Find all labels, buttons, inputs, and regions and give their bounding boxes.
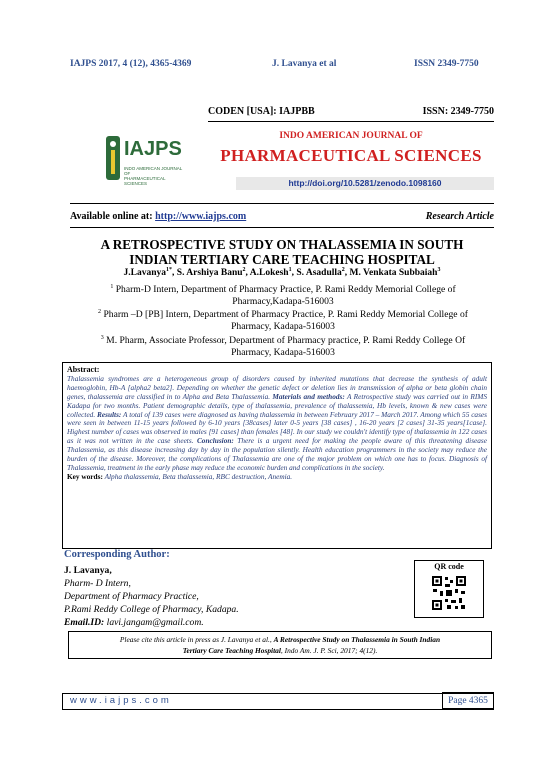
availability-rule-bottom — [70, 227, 494, 228]
journal-name-line1: INDO AMERICAN JOURNAL OF — [279, 131, 423, 141]
results-label: Results: — [97, 409, 122, 419]
corresponding-name: J. Lavanya, — [64, 565, 112, 576]
footer-url[interactable]: www.iajps.com — [70, 695, 172, 706]
availability-rule-top — [70, 203, 494, 204]
methods-label: Materials and methods: — [272, 391, 345, 401]
running-header-left: IAJPS 2017, 4 (12), 4365-4369 — [70, 59, 192, 69]
affiliation-2: $^2$ Pharm –D [PB] Intern, Department of Pharmacy Practice, P. Rami Reddy Memorial College of Pharmacy, Kadapa-516003 — [98, 309, 468, 332]
running-header-center: J. Lavanya et al — [272, 59, 337, 69]
logo-subtext: INDO AMERICAN JOURNAL OF PHARMACEUTICAL SCIENCES — [124, 166, 183, 186]
page-number: Page 4365 — [442, 692, 494, 709]
issn: ISSN: 2349-7750 — [422, 106, 494, 117]
article-type: Research Article — [425, 211, 494, 222]
doi-link[interactable]: http://doi.org/10.5281/zenodo.1098160 — [236, 177, 494, 190]
affiliation-1: $^1$ Pharm-D Intern, Department of Pharmacy Practice, P. Rami Reddy Memorial College of Pharmacy,Kadapa-516003 — [110, 284, 456, 307]
results-text: A total of 139 cases were diagnosed as having thalassemia in between February 2017 – March 2017. Among which 55 cases were seen in between 11-15 years followed by 6-10 years [38cases] later 0-5 years [38 cases] , 16-20 years [2 cases] 31-35 years[1case]. Highest number of cases was observed in males [91 cases] than females [48]. In our study we couldn't identify type of thalassemia in 122 cases as it was not written in the case sheets. — [67, 409, 487, 446]
corresponding-college: P.Rami Reddy College of Pharmacy, Kadapa. — [64, 604, 239, 615]
keywords-text: Alpha thalassemia, Beta thalassemia, RBC destruction, Anemia. — [102, 471, 293, 481]
citation-box: Please cite this article in press as J. Lavanya et al., A Retrospective Study on Thalassemia in South Indian Tertiary Care Teaching Hospital, Indo Am. J. P. Sci, 2017; 4(12). — [68, 631, 492, 659]
journal-url-link[interactable]: http://www.iajps.com — [155, 211, 247, 222]
logo-wordmark: IAJPS — [124, 138, 182, 160]
author: S. Arshiya Banu — [176, 268, 243, 279]
abstract-intro: Thalassemia syndromes are a heterogeneous group of disorders caused by inherited mutations that decrease the synthesis of adult haemoglobin, Hb-A [alpha2 beta2]. Depending on whether the genetic defect or deletion lies in transmission of alpha or beta globin chain genes, thalassemia are classified in to Alpha and Beta Thalassemia. — [67, 373, 487, 401]
availability-label: Available online at: http://www.iajps.com — [70, 211, 247, 222]
author: J.Lavanya — [123, 268, 167, 279]
corresponding-role: Pharm- D Intern, — [64, 578, 131, 589]
running-header-right: ISSN 2349-7750 — [414, 59, 479, 69]
availability-bar — [70, 211, 494, 222]
journal-logo — [104, 132, 184, 188]
conclusion-label: Conclusion: — [196, 436, 234, 446]
masthead-rule — [208, 121, 494, 122]
keywords-label: Key words: — [67, 471, 103, 481]
corresponding-email: Email.ID: lavi.jangam@gmail.com. — [64, 617, 204, 628]
author: M. Venkata Subbaiah — [349, 268, 438, 279]
article-title: A RETROSPECTIVE STUDY ON THALASSEMIA IN SOUTH INDIAN TERTIARY CARE TEACHING HOSPITAL — [100, 237, 464, 267]
coden: CODEN [USA]: IAJPBB — [208, 106, 315, 117]
author-list: J.Lavanya$^{1*}$, S. Arshiya Banu$^2$, A.Lokesh$^1$, S. Asadulla$^2$, M. Venkata Subbaiah$^3$ — [123, 267, 441, 279]
author: A.Lokesh — [249, 268, 289, 279]
author: S. Asadulla — [296, 268, 342, 279]
affiliation-3: $^3$ M. Pharm, Associate Professor, Department of Pharmacy practice, P. Rami Reddy College Of Pharmacy, Kadapa-516003 — [100, 335, 466, 358]
abstract-box: Abstract: Thalassemia syndromes are a heterogeneous group of disorders caused by inherited mutations that decrease the synthesis of adult haemoglobin, Hb-A [alpha2 beta2]. Depending on whether the genetic defect or deletion lies in transmission of alpha or beta globin chain genes, thalassemia are classified in to Alpha and Beta Thalassemia. Materials and methods: A Retrospective study was carried out in RIMS Kadapa for two months. Patient demographic details, type of thalassemia, prevalence of thalassemia, Hb levels, known & new cases were collected. Results: A total of 139 cases were diagnosed as having thalassemia in between February 2017 – March 2017. Among which 55 cases were seen in between 11-15 years followed by 6-10 years [38cases] later 0-5 years [38 cases] , 16-20 years [2 cases] 31-35 years[1case]. Highest number of cases was observed in males [91 cases] than females [48]. In our study we couldn't identify type of thalassemia in 122 cases as it was not written in the case sheets. Conclusion: There is a urgent need for making the people aware of this threatening disease Thalassemia, as this disease increasing day by day in the population silently. Health education programmers in the society may reduce the burden of the disease. Moreover, the complications of Thalassemia are one of the major problem on which one has to focus. Diagnosis of Thalassemia, treatment in the early phase may reduce the economic burden and complications in the society. Key words: Alpha thalassemia, Beta thalassemia, RBC destruction, Anemia. — [62, 362, 492, 549]
corresponding-dept: Department of Pharmacy Practice, — [64, 591, 199, 602]
qr-code-icon — [431, 575, 467, 611]
qr-code-label: QR code — [434, 562, 464, 571]
journal-name-line2: PHARMACEUTICAL SCIENCES — [220, 146, 482, 165]
corresponding-heading: Corresponding Author: — [64, 549, 170, 560]
masthead-codes — [208, 106, 494, 117]
methods-text: A Retrospective study was carried out in RIMS Kadapa for two months. Patient demographic details, type of thalassemia, prevalence of thalassemia, Hb levels, known & new cases were collected. — [67, 391, 487, 419]
conclusion-text: There is a urgent need for making the people aware of this threatening disease Thalassemia, as this disease increasing day by day in the population silently. Health education programmers in the society may reduce the burden of the disease. Moreover, the complications of Thalassemia are one of the major problem on which one has to focus. Diagnosis of Thalassemia, treatment in the early phase may reduce the economic burden and complications in the society. — [67, 436, 487, 472]
abstract-heading: Abstract — [67, 365, 97, 374]
